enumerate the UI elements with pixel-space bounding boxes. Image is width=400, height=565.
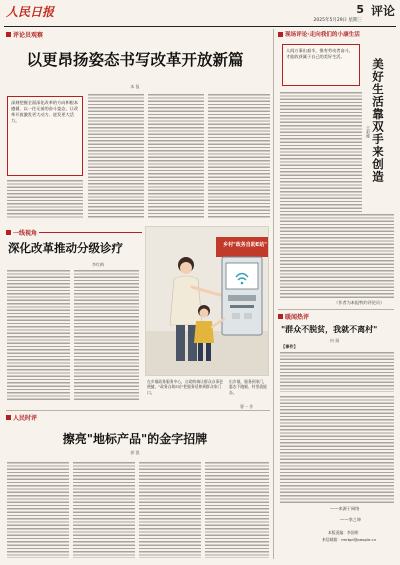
article2-section-label: 一线视角 <box>13 230 38 237</box>
kiosk-sign: 乡村"政务自助E站" <box>223 242 267 248</box>
article3-body-col-2 <box>73 462 135 558</box>
kiosk-illustration-art <box>146 227 269 376</box>
article2-body-col-1 <box>7 270 70 402</box>
article3-section-header <box>6 413 66 422</box>
lead-body-col-3 <box>148 94 204 218</box>
right-top-body-1 <box>280 92 362 212</box>
right-top-byline: 王彩娜 <box>366 126 371 138</box>
right-top-body-2 <box>280 214 394 300</box>
lead-section-label: 评论员观察 <box>13 32 44 39</box>
section-marker-icon <box>6 32 11 37</box>
lead-body-col-4 <box>208 94 270 218</box>
illustration-caption: 在乡镇政务服务中心，自助终端让群众办事更便捷，"政务自助E站"把服务延伸到群众家门口。 <box>147 379 223 395</box>
article3-headline: 擦亮"地标产品"的金字招牌 <box>62 432 208 446</box>
right-top-quote-box: 人间万事出艰辛，惟有劳动者奋斗，才能收获属于自己的美好生活。 <box>282 44 360 86</box>
right-top-section-label: 现场评论·走向我们的小康生活 <box>285 32 360 38</box>
column-separator <box>273 29 274 559</box>
section-divider <box>6 410 270 411</box>
article3-body-col-4 <box>205 462 269 558</box>
section-marker-icon <box>6 230 11 235</box>
article3-body-col-1 <box>7 462 69 558</box>
section-marker-icon <box>278 314 283 319</box>
page-column-title: 评论 <box>370 4 395 18</box>
editor-credit: 本版责编：李国明 <box>328 530 359 535</box>
right-divider <box>278 309 394 310</box>
right-bottom-signature: ——李之坤 <box>340 517 361 522</box>
masthead: 人民日报 <box>6 5 55 19</box>
lead-body-col-1 <box>7 180 83 218</box>
section-rule <box>39 232 142 233</box>
illustration-credit: 曹一 作 <box>240 404 254 409</box>
right-top-note: （作者为本报特约评论员） <box>334 300 385 305</box>
right-bottom-section-header <box>278 312 338 321</box>
article2-byline: 李红梅 <box>92 262 104 267</box>
article3-byline: 郭 凯 <box>130 450 140 455</box>
illustration-poem: 出乡镇，服务到家门，惠农不跑腿，村里就能办。 <box>229 379 267 395</box>
kiosk-illustration <box>145 226 269 376</box>
lead-section-header <box>6 30 268 39</box>
section-marker-icon <box>6 415 11 420</box>
right-bottom-byline: 何 娟 <box>330 338 340 343</box>
right-top-vertical-title: 美好生活靠双手来创造 <box>371 58 385 183</box>
header-rule <box>4 26 396 27</box>
section-marker-icon <box>278 32 283 37</box>
right-bottom-source: ——来源于网络 <box>330 506 360 511</box>
right-bottom-section-label: 暖闻热评 <box>285 314 310 321</box>
right-top-section-header <box>278 30 394 38</box>
page-number: 5 <box>356 3 364 16</box>
right-bottom-body-1 <box>280 352 394 392</box>
article2-section-header <box>6 228 142 237</box>
right-bottom-subhead: 【事件】 <box>281 344 298 349</box>
right-bottom-headline: "群众不脱贫，我就不离村" <box>281 324 378 334</box>
lead-headline: 以更昂扬姿态书写改革开放新篇 <box>26 50 244 69</box>
right-bottom-body-2 <box>280 396 394 504</box>
article2-body-col-2 <box>74 270 139 402</box>
contact-email: 来信邮箱：rmrbpl@people.cn <box>322 537 376 542</box>
article3-body-col-3 <box>139 462 201 558</box>
article2-headline: 深化改革推动分级诊疗 <box>8 241 123 255</box>
lead-body-col-2 <box>88 94 144 218</box>
article3-section-label: 人民时评 <box>13 415 38 422</box>
dateline: 2025年5月29日 星期三 <box>313 18 362 23</box>
lead-pullquote: 深刻把握全面深化改革的方向和根本遵循，以一往无前的奋斗姿态，让改革开放激发更大动力、迸发更大活力。 <box>7 96 83 176</box>
lead-byline: 本 报 <box>130 84 140 89</box>
